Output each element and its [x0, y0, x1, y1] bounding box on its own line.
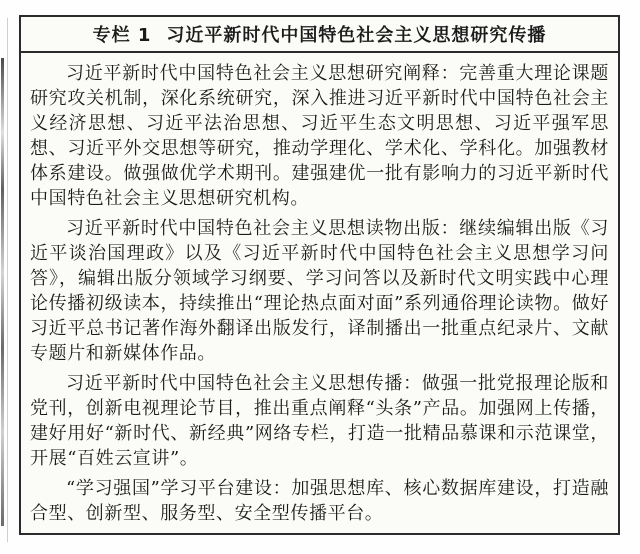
paragraph-research-interpretation: 习近平新时代中国特色社会主义思想研究阐释：完善重大理论课题研究攻关机制，深化系统研究，深入推进习近平新时代中国特色社会主义经济思想、习近平法治思想、习近平生态文明思想、习近平强军思想、习近平外交思想等研究，推动学理化、学术化、学科化。加强教材体系建设。做强做优学术期刊。建强建优一批有影响力的习近平新时代中国特色社会主义思想研究机构。 — [30, 63, 609, 209]
box-label: 专栏 1 — [92, 25, 152, 46]
scan-artifact-faint-line — [7, 18, 8, 542]
scan-artifact-line — [1, 58, 4, 526]
paragraph-xuexi-qiangguo-platform: “学习强国”学习平台建设：加强思想库、核心数据库建设，打造融合型、创新型、服务型、安全型传播平台。 — [30, 478, 609, 524]
feature-box-body — [21, 53, 618, 526]
box-title: 习近平新时代中国特色社会主义思想研究传播 — [166, 25, 547, 46]
feature-box — [19, 15, 620, 535]
paragraph-thought-dissemination: 习近平新时代中国特色社会主义思想传播：做强一批党报理论版和党刊，创新电视理论节目，推出重点阐释“头条”产品。加强网上传播，建好用好“新时代、新经典”网络专栏，打造一批精品慕课和示范课堂，开展“百姓云宣讲”。 — [30, 373, 609, 469]
paragraph-reading-publications: 习近平新时代中国特色社会主义思想读物出版：继续编辑出版《习近平谈治国理政》以及《习近平新时代中国特色社会主义思想学习问答》，编辑出版分领域学习纲要、学习问答以及新时代文明实践中心理论传播初级读本，持续推出“理论热点面对面”系列通俗理论读物。做好习近平总书记著作海外翻译出版发行，译制播出一批重点纪录片、文献专题片和新媒体作品。 — [30, 218, 609, 364]
feature-box-header — [21, 17, 618, 53]
